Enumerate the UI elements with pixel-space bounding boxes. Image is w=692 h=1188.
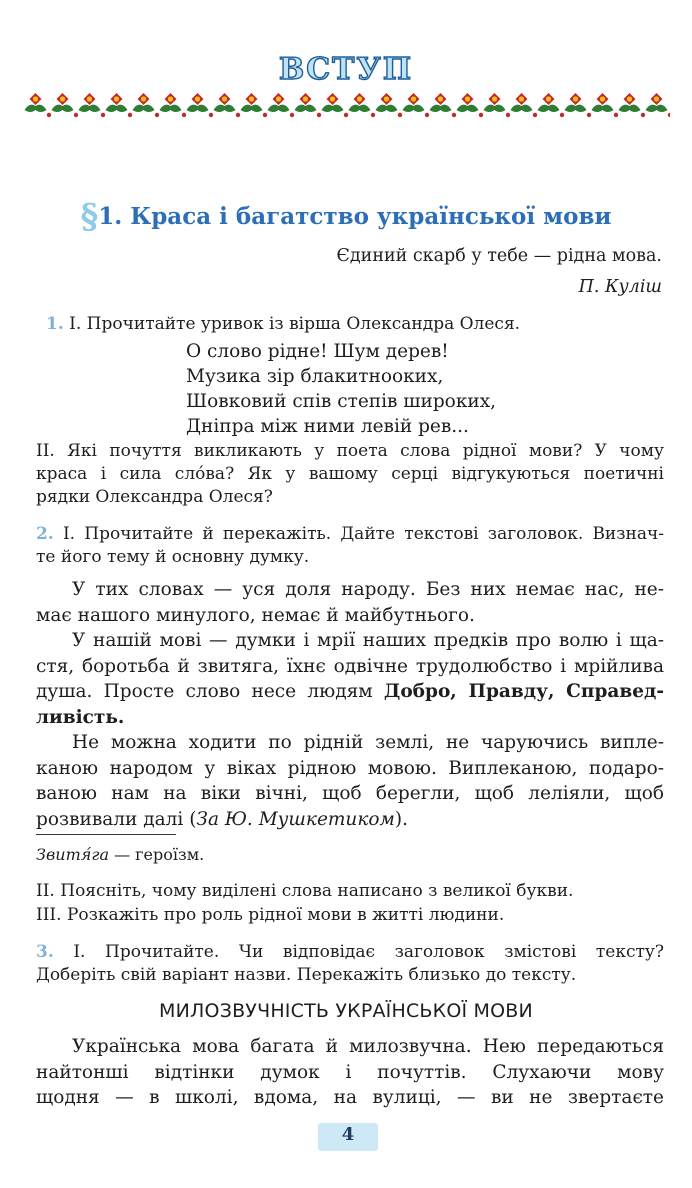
task-2-part-2: ІІ. Поясніть, чому виділені слова написано з великої букви. <box>36 881 574 901</box>
task-2-part-3: ІІІ. Розкажіть про роль рідної мови в житті людини. <box>36 905 505 925</box>
footnote-divider <box>36 834 176 835</box>
section-heading <box>0 197 692 237</box>
ukrainian-ornament-border <box>22 88 670 122</box>
ornament-motif <box>430 93 457 117</box>
ornament-motif <box>133 93 160 117</box>
paragraph-line: ІІ. Які почуття викликають у поета слова рідної мови? У чому <box>36 441 664 461</box>
ornament-motif <box>403 93 430 117</box>
ornament-motif <box>214 93 241 117</box>
paragraph-line <box>36 941 664 964</box>
task-text: І. Прочитайте й перекажіть. Дайте текстові заголовок. Визнач- <box>62 524 664 544</box>
task-number: 2. <box>36 524 54 544</box>
text-fragment: ). <box>394 808 408 830</box>
task-1-instruction <box>46 314 520 334</box>
poem-line: Шовковий спів степів широких, <box>186 391 497 412</box>
ornament-motif <box>268 93 295 117</box>
task-2-text <box>36 577 664 832</box>
text-fragment: розвивали далі ( <box>36 808 197 830</box>
poem-line: О слово рідне! Шум дерев! <box>186 341 449 362</box>
footnote-term: Звитя́га <box>36 845 109 864</box>
task-3-text <box>36 1034 664 1111</box>
ornament-motif <box>187 93 214 117</box>
task-number: 3. <box>36 942 54 962</box>
task-1-questions <box>36 440 664 509</box>
ornament-motif <box>160 93 187 117</box>
ornament-motif <box>538 93 565 117</box>
ornament-motif <box>592 93 619 117</box>
footnote <box>36 845 204 864</box>
paragraph-line: краса і сила сло́ва? Як у вашому серці відгукуються поетичні <box>36 464 664 484</box>
text-source: За Ю. Мушкетиком <box>196 808 395 830</box>
footnote-definition: — героїзм. <box>108 845 205 864</box>
ornament-motif <box>322 93 349 117</box>
ornament-motif <box>295 93 322 117</box>
highlighted-words: ливість. <box>36 706 125 728</box>
epigraph-quote: Єдиний скарб у тебе — рідна мова. <box>336 246 662 266</box>
text-fragment: душа. Просте слово несе людям <box>36 681 384 702</box>
text-line: найтонші відтінки думок і почуттів. Слухаючи мову <box>36 1061 664 1083</box>
paragraph-line: те його тему й основну думку. <box>36 547 310 567</box>
ornament-motif <box>511 93 538 117</box>
poem-line: Дніпра між ними левій рев... <box>186 416 469 437</box>
chapter-title: ВСТУП <box>278 52 414 87</box>
task-3-instruction <box>36 941 664 987</box>
ornament-motif <box>52 93 79 117</box>
text-line <box>36 705 664 731</box>
ornament-motif <box>619 93 646 117</box>
ornament-motif <box>25 93 52 117</box>
page-number: 4 <box>341 1124 355 1145</box>
text-line: каною народом у віках рідною мовою. Виплеканою, подаро- <box>36 757 664 779</box>
text-line: щодня — в школі, вдома, на вулиці, — ви не звертаєте <box>36 1087 664 1108</box>
task-text: І. Прочитайте. Чи відповідає заголовок змістові тексту? <box>73 942 665 962</box>
ornament-motif <box>241 93 268 117</box>
section-title: 1. Краса і багатство української мови <box>98 203 612 230</box>
text-title: МИЛОЗВУЧНІСТЬ УКРАЇНСЬКОЇ МОВИ <box>159 1000 533 1022</box>
paragraph-line <box>36 523 664 546</box>
ornament-motif <box>376 93 403 117</box>
text-line <box>36 679 664 705</box>
section-mark: § <box>80 197 99 237</box>
text-line: ваною нам на віки вічні, щоб берегли, щоб леліяли, щоб <box>36 783 664 804</box>
text-line: У нашій мові — думки і мрії наших предків про волю і ща- <box>72 630 664 651</box>
text-line: У тих словах — уся доля народу. Без них немає нас, не- <box>72 579 664 600</box>
text-line <box>36 807 664 833</box>
ornament-motif <box>484 93 511 117</box>
task-2-instruction <box>36 523 664 569</box>
task-number: 1. <box>46 314 64 334</box>
task-text: І. Прочитайте уривок із вірша Олександра Олеся. <box>69 314 521 334</box>
epigraph-author: П. Куліш <box>578 277 662 297</box>
ornament-motif <box>79 93 106 117</box>
highlighted-words: Добро, Правду, Справед- <box>383 681 664 702</box>
paragraph-line: Доберіть свій варіант назви. Перекажіть близько до тексту. <box>36 965 577 985</box>
poem-line: Музика зір блакитнооких, <box>186 366 444 387</box>
text-line: має нашого минулого, немає й майбутнього. <box>36 604 475 626</box>
poem-excerpt <box>186 339 496 439</box>
ornament-motif <box>457 93 484 117</box>
ornament-motif <box>349 93 376 117</box>
text-line: стя, боротьба й звитяга, їхнє одвічне трудолюбство і мрійлива <box>36 655 664 677</box>
text-line: Не можна ходити по рідній землі, не чаруючись виплe- <box>72 732 664 753</box>
ornament-motif <box>106 93 133 117</box>
ornament-motif <box>565 93 592 117</box>
ornament-motif <box>646 93 671 117</box>
text-line: Українська мова багата й милозвучна. Нею передаються <box>72 1036 664 1057</box>
paragraph-line: рядки Олександра Олеся? <box>36 487 273 507</box>
